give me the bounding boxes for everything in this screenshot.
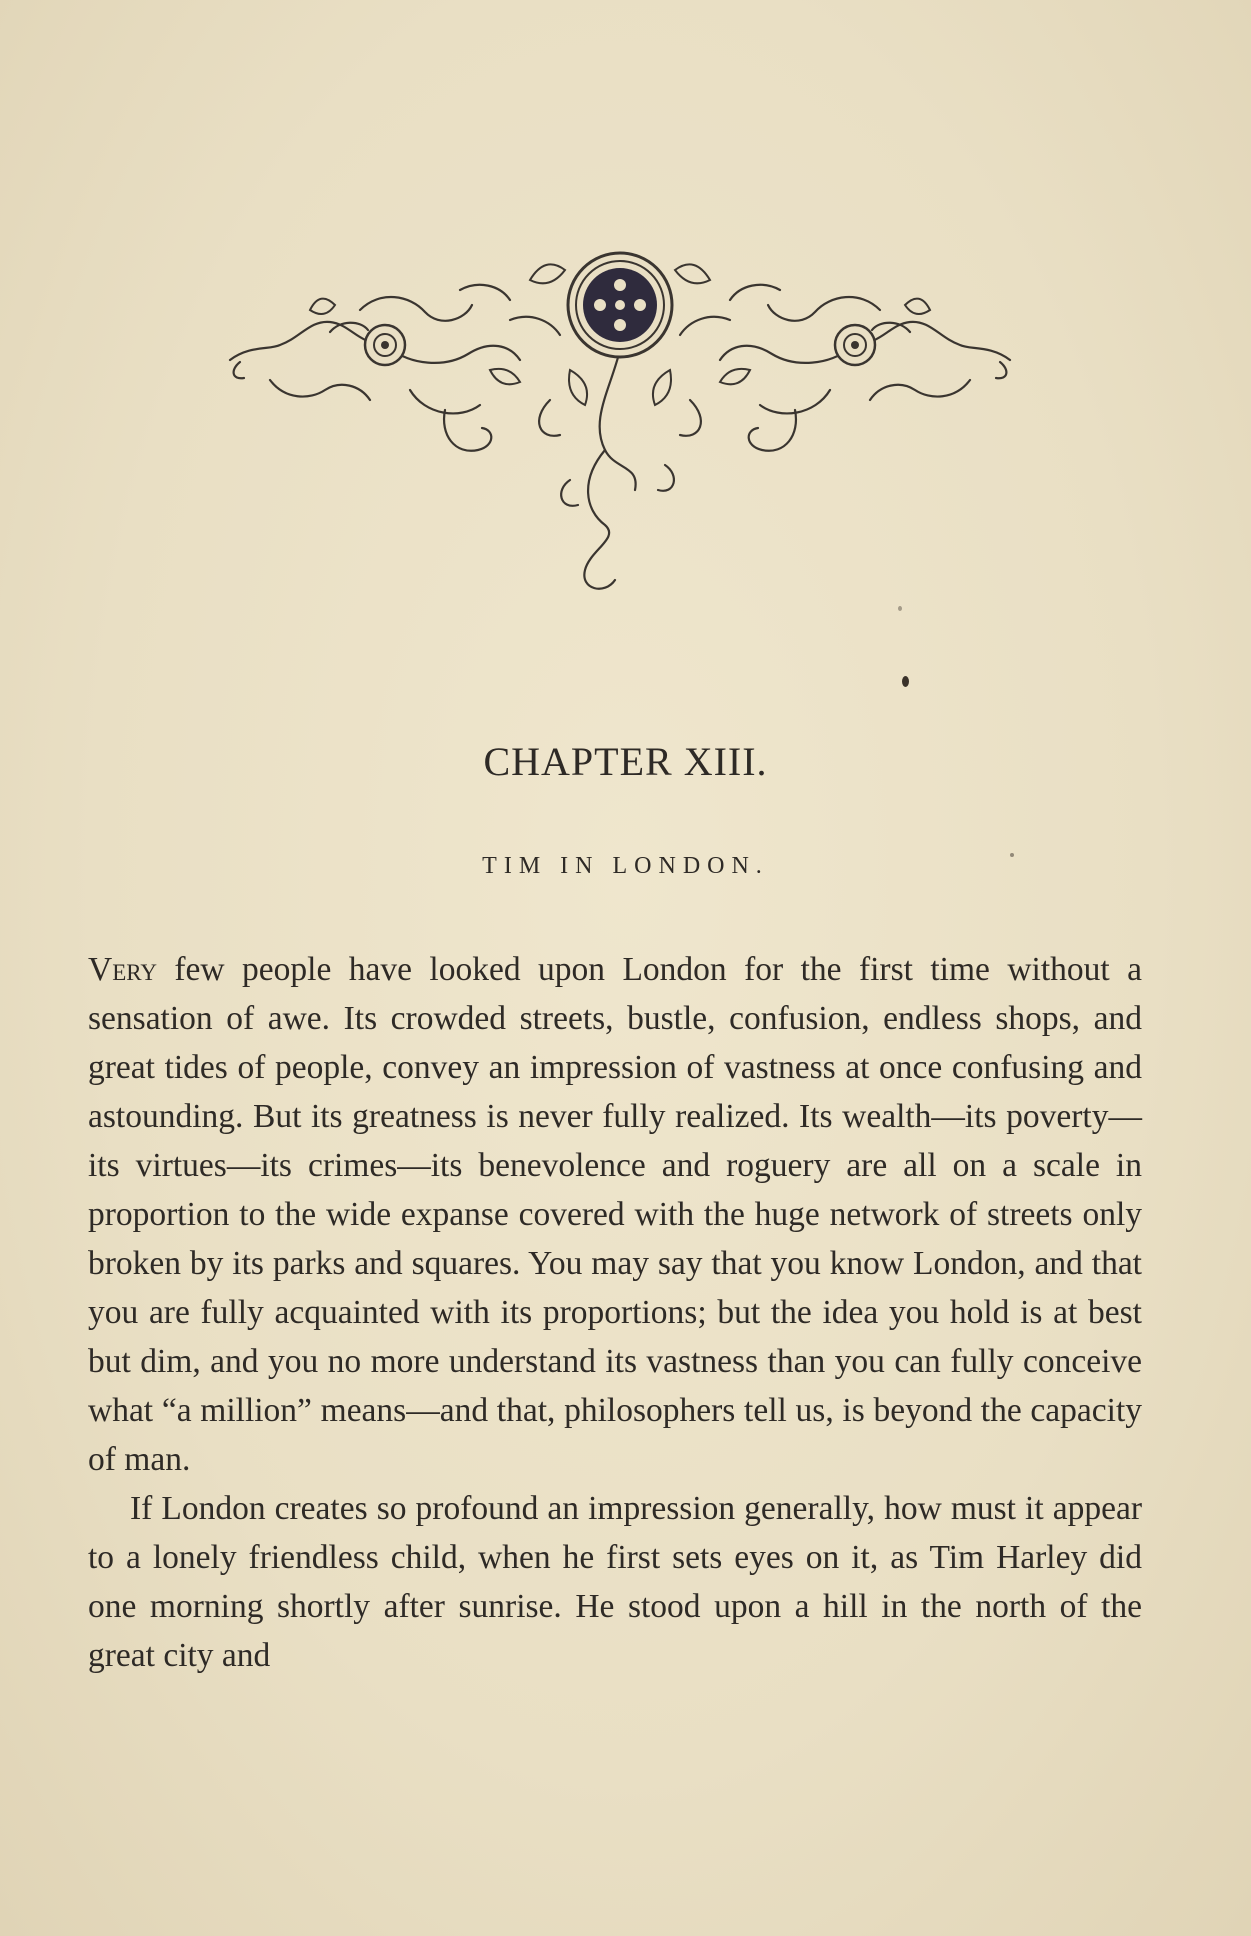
chapter-subtitle: TIM IN LONDON. xyxy=(482,853,769,879)
paragraph: If London creates so profound an impression generally, how must it appear to a lonely friendless child, when he first sets eyes on it, as Tim Harley did one morning shortly after sunrise. He stood upon a hill in the north of the great city and xyxy=(88,1490,1142,1674)
decorative-headpiece-ornament xyxy=(210,250,1030,595)
ink-speck xyxy=(1010,853,1014,857)
chapter-body xyxy=(88,945,1142,1680)
ink-speck xyxy=(902,676,909,687)
paragraph-text: few people have looked upon London for the first time without a sensation of awe. Its crowded streets, bustle, confusion, endless shops, and great tides of people, convey an impression of vastness at once confusing and astounding. But its greatness is never fully realized. Its wealth—its poverty—its virtues—its crimes—its benevolence and roguery are all on a scale in proportion to the wide expanse covered with the huge network of streets only broken by its parks and squares. You may say that you know London, and that you are fully acquainted with its proportions; but the idea you hold is at best but dim, and you no more understand its vastness than you can fully conceive what “a million” means—and that, philosophers tell us, is beyond the capacity of man. xyxy=(88,951,1142,1478)
paragraph xyxy=(88,945,1142,1484)
ink-speck xyxy=(898,606,902,611)
paragraph-lead-word: Very xyxy=(88,951,157,988)
chapter-title: CHAPTER XIII. xyxy=(483,739,768,784)
